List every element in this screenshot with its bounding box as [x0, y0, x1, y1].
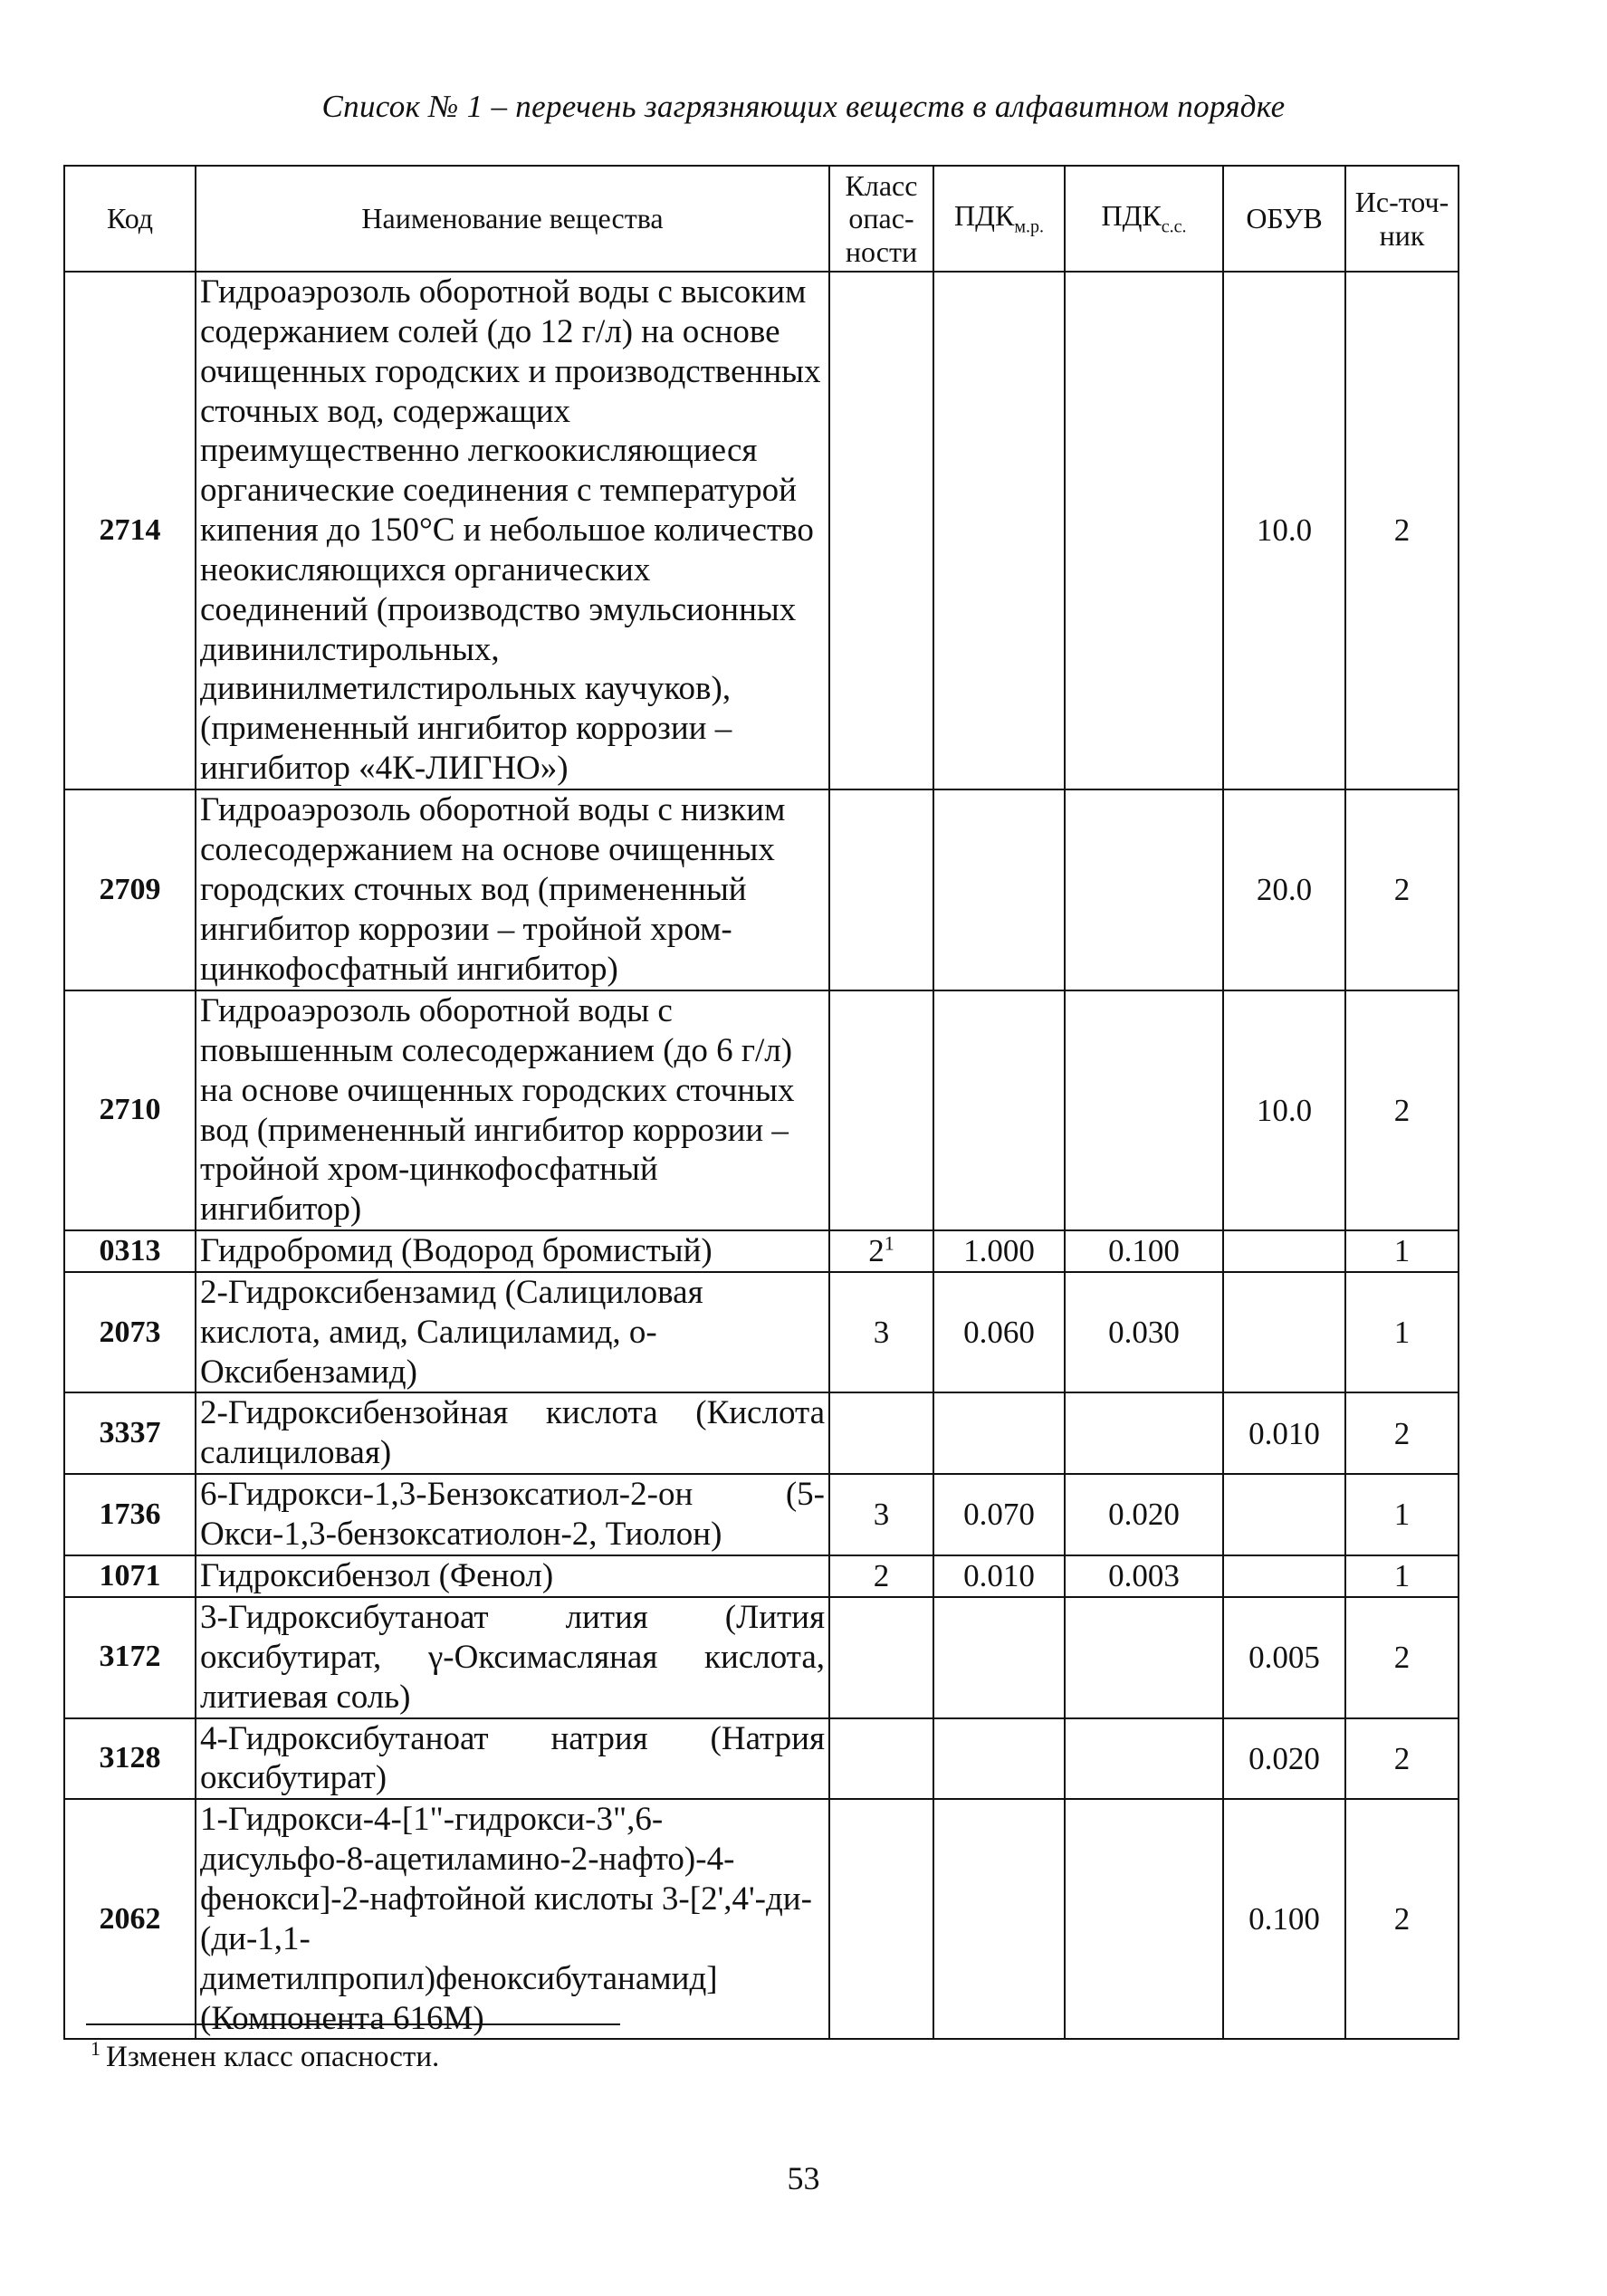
substance-name: 4-Гидроксибутаноат натрия (Натрия оксибутират): [196, 1718, 829, 1800]
substance-name: Гидроксибензол (Фенол): [196, 1555, 829, 1597]
pdk-mr-value: [933, 990, 1065, 1230]
pdk-mr-value: [933, 1799, 1065, 2039]
substance-code: 2714: [64, 272, 196, 789]
pdk-ss-value: 0.030: [1065, 1272, 1223, 1393]
table-row: [64, 272, 1459, 789]
hazard-class: [829, 789, 933, 990]
source-value: 2: [1345, 789, 1459, 990]
substance-code: 3172: [64, 1597, 196, 1718]
header-source: Ис-точ-ник: [1345, 166, 1459, 272]
hazard-class: [829, 990, 933, 1230]
substance-name: 2-Гидроксибензамид (Салициловая кислота, амид, Салициламид, о-Оксибензамид): [196, 1272, 829, 1393]
obuv-value: [1223, 1555, 1345, 1597]
header-pdk-mr: $ПДК_{м.р.}$: [933, 166, 1065, 272]
footnote: [91, 2037, 439, 2074]
pdk-ss-value: [1065, 1799, 1223, 2039]
source-value: 1: [1345, 1474, 1459, 1555]
substance-code: 3337: [64, 1392, 196, 1474]
pdk-mr-value: [933, 1597, 1065, 1718]
obuv-value: [1223, 1230, 1345, 1272]
source-value: 1: [1345, 1230, 1459, 1272]
hazard-class: [829, 1597, 933, 1718]
table-row: [64, 1272, 1459, 1393]
footnote-marker: 1: [91, 2037, 100, 2060]
obuv-value: 10.0: [1223, 990, 1345, 1230]
table-row: [64, 1230, 1459, 1272]
hazard-class: 2$^1$: [829, 1230, 933, 1272]
source-value: 2: [1345, 1392, 1459, 1474]
pdk-ss-value: [1065, 272, 1223, 789]
substance-name: Гидробромид (Водород бромистый): [196, 1230, 829, 1272]
pdk-mr-value: [933, 1718, 1065, 1800]
table-row: [64, 990, 1459, 1230]
hazard-class: [829, 1392, 933, 1474]
substance-code: 3128: [64, 1718, 196, 1800]
substance-name: 1-Гидрокси-4-[1"-гидрокси-3",6-дисульфо-8-ацетиламино-2-нафто)-4-фенокси]-2-нафтойной кислоты 3-[2',4'-ди-(ди-1,1-диметилпропил)феноксибутанамид] (Компонента 616М): [196, 1799, 829, 2039]
header-code: Код: [64, 166, 196, 272]
substance-name: 6-Гидрокси-1,3-Бензоксатиол-2-он (5-Окси-1,3-бензоксатиолон-2, Тиолон): [196, 1474, 829, 1555]
substance-code: 2709: [64, 789, 196, 990]
obuv-value: 10.0: [1223, 272, 1345, 789]
substance-code: 0313: [64, 1230, 196, 1272]
hazard-class: [829, 272, 933, 789]
substance-code: 1071: [64, 1555, 196, 1597]
obuv-value: [1223, 1474, 1345, 1555]
hazard-class: [829, 1799, 933, 2039]
pdk-mr-value: 0.070: [933, 1474, 1065, 1555]
header-row: [64, 166, 1459, 272]
table-row: [64, 1392, 1459, 1474]
table-row: [64, 1555, 1459, 1597]
pdk-mr-value: 0.060: [933, 1272, 1065, 1393]
table-row: [64, 1799, 1459, 2039]
hazard-class: 3: [829, 1272, 933, 1393]
source-value: 2: [1345, 1597, 1459, 1718]
source-value: 2: [1345, 990, 1459, 1230]
obuv-value: 0.005: [1223, 1597, 1345, 1718]
obuv-value: [1223, 1272, 1345, 1393]
pdk-ss-value: 0.020: [1065, 1474, 1223, 1555]
source-value: 2: [1345, 1799, 1459, 2039]
footnote-text: Изменен класс опасности.: [106, 2041, 440, 2073]
footnote-divider: [86, 2023, 620, 2025]
substance-name: 3-Гидроксибутаноат лития (Лития оксибутират, γ-Оксимасляная кислота, литиевая соль): [196, 1597, 829, 1718]
substance-name: Гидроаэрозоль оборотной воды с повышенным солесодержанием (до 6 г/л) на основе очищенных городских сточных вод (примененный ингибитор коррозии – тройной хром-цинкофосфатный ингибитор): [196, 990, 829, 1230]
pdk-mr-value: 0.010: [933, 1555, 1065, 1597]
obuv-value: 20.0: [1223, 789, 1345, 990]
header-obuv: ОБУВ: [1223, 166, 1345, 272]
pdk-mr-value: [933, 789, 1065, 990]
substance-code: 2710: [64, 990, 196, 1230]
substance-name: 2-Гидроксибензойная кислота (Кислота салициловая): [196, 1392, 829, 1474]
obuv-value: 0.010: [1223, 1392, 1345, 1474]
pdk-mr-value: [933, 1392, 1065, 1474]
footnote-marker: 1: [884, 1231, 894, 1255]
pdk-ss-value: [1065, 1392, 1223, 1474]
pdk-ss-value: [1065, 1597, 1223, 1718]
substance-code: 2073: [64, 1272, 196, 1393]
pdk-ss-value: 0.003: [1065, 1555, 1223, 1597]
table-row: [64, 1718, 1459, 1800]
obuv-value: 0.100: [1223, 1799, 1345, 2039]
pdk-ss-value: [1065, 1718, 1223, 1800]
pdk-ss-value: [1065, 990, 1223, 1230]
pdk-ss-value: 0.100: [1065, 1230, 1223, 1272]
hazard-class: [829, 1718, 933, 1800]
pdk-ss-value: [1065, 789, 1223, 990]
header-hazard-class: Класс опас-ности: [829, 166, 933, 272]
obuv-value: 0.020: [1223, 1718, 1345, 1800]
table-row: [64, 789, 1459, 990]
substance-name: Гидроаэрозоль оборотной воды с высоким содержанием солей (до 12 г/л) на основе очищенных городских и производственных сточных вод, содержащих преимущественно легкоокисляющиеся органические соединения с температурой кипения до 150°С и небольшое количество неокисляющихся органических соединений (производство эмульсионных дивинилстирольных, дивинилметилстирольных каучуков), (примененный ингибитор коррозии – ингибитор «4К-ЛИГНО»): [196, 272, 829, 789]
source-value: 2: [1345, 272, 1459, 789]
source-value: 2: [1345, 1718, 1459, 1800]
substance-code: 2062: [64, 1799, 196, 2039]
hazard-class: 2: [829, 1555, 933, 1597]
page-number: 53: [787, 2160, 820, 2196]
pdk-mr-value: 1.000: [933, 1230, 1065, 1272]
table-row: [64, 1474, 1459, 1555]
source-value: 1: [1345, 1555, 1459, 1597]
hazard-class: 3: [829, 1474, 933, 1555]
header-name: Наименование вещества: [196, 166, 829, 272]
substance-name: Гидроаэрозоль оборотной воды с низким солесодержанием на основе очищенных городских сточных вод (примененный ингибитор коррозии – тройной хром-цинкофосфатный ингибитор): [196, 789, 829, 990]
header-pdk-ss: $ПДК_{с.с.}$: [1065, 166, 1223, 272]
substance-code: 1736: [64, 1474, 196, 1555]
substances-table: [63, 165, 1459, 2040]
table-row: [64, 1597, 1459, 1718]
page-title: Список № 1 – перечень загрязняющих веществ в алфавитном порядке: [321, 89, 1286, 124]
source-value: 1: [1345, 1272, 1459, 1393]
pdk-mr-value: [933, 272, 1065, 789]
